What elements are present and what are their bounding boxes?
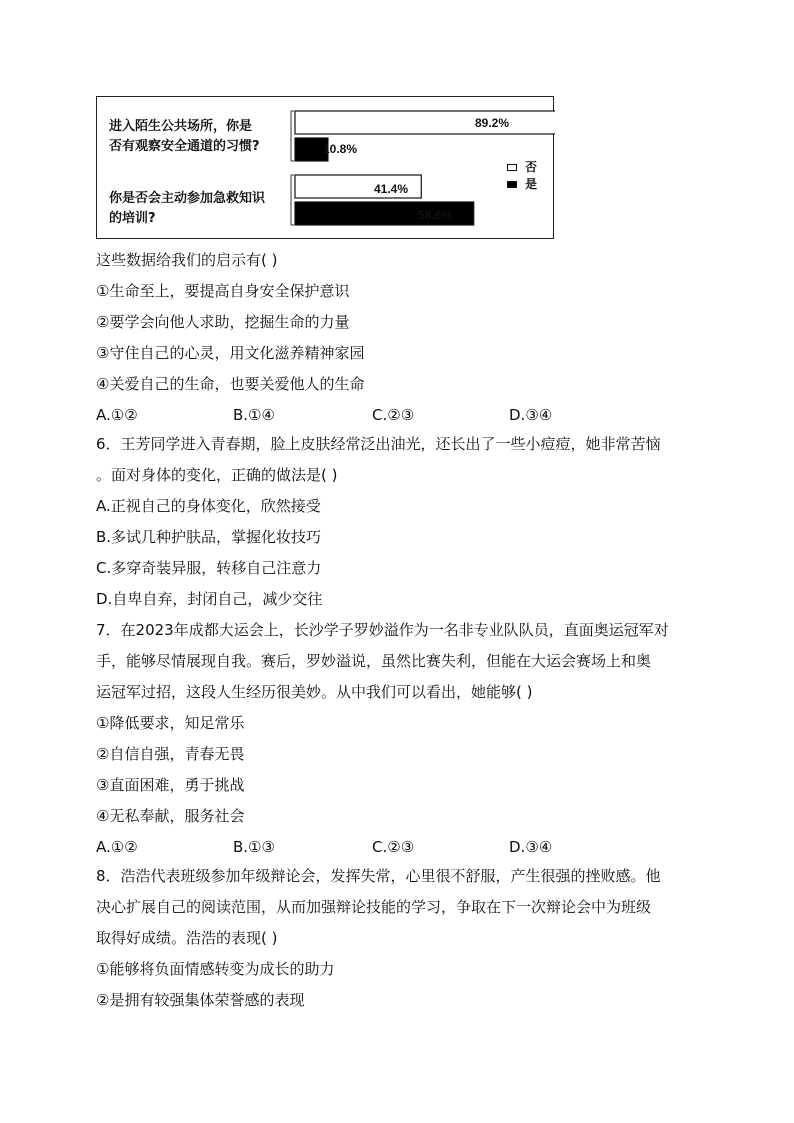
category-label-1-line1: 你是否会主动参加急救知识 <box>109 191 266 206</box>
q5-option-a[interactable]: A.①② <box>96 406 138 424</box>
q7-option-c[interactable]: C.②③ <box>372 838 415 856</box>
survey-chart <box>96 96 554 239</box>
value-label-0-1: 10.8% <box>323 142 358 156</box>
legend-swatch-yes <box>507 181 517 188</box>
category-label-0-line1: 进入陌生公共场所，你是 <box>109 119 253 134</box>
q8-item-2: ②是拥有较强集体荣誉感的表现 <box>96 991 305 1009</box>
q7-option-b[interactable]: B.①③ <box>233 838 275 856</box>
q8-item-1: ①能够将负面情感转变为成长的助力 <box>96 960 335 978</box>
bar-no-0 <box>295 111 555 134</box>
q7-stem-line-3: 运冠军过招，这段人生经历很美妙。从中我们可以看出，她能够( ) <box>96 683 533 701</box>
q5-option-b[interactable]: B.①④ <box>233 406 275 424</box>
legend-swatch-no <box>507 164 517 171</box>
q6-option-c[interactable]: C.多穿奇装异服，转移自己注意力 <box>96 559 322 577</box>
q6-option-b[interactable]: B.多试几种护肤品，掌握化妆技巧 <box>96 528 322 546</box>
q7-item-3: ③直面困难，勇于挑战 <box>96 776 245 794</box>
legend-item-no <box>507 160 537 174</box>
q5-prompt: 这些数据给我们的启示有( ) <box>96 251 278 269</box>
q8-stem-line-2: 决心扩展自己的阅读范围，从而加强辩论技能的学习，争取在下一次辩论会中为班级 <box>96 898 652 916</box>
q7-item-4: ④无私奉献，服务社会 <box>96 807 245 825</box>
q5-item-1: ①生命至上，要提高自身安全保护意识 <box>96 282 350 300</box>
q7-option-d[interactable]: D.③④ <box>509 838 553 856</box>
q5-item-4: ④关爱自己的生命，也要关爱他人的生命 <box>96 375 365 393</box>
q7-item-2: ②自信自强，青春无畏 <box>96 745 245 763</box>
category-label-1-line2: 的培训? <box>109 211 156 226</box>
q7-stem-line-2: 手，能够尽情展现自我。赛后，罗妙溢说，虽然比赛失利，但能在大运会赛场上和奥 <box>96 652 652 670</box>
value-label-1-0: 41.4% <box>374 182 409 196</box>
legend-item-yes <box>507 177 537 191</box>
category-label-1 <box>109 189 299 229</box>
q5-item-3: ③守住自己的心灵，用文化滋养精神家园 <box>96 344 365 362</box>
value-label-0-0: 89.2% <box>475 116 510 130</box>
q6-option-d[interactable]: D.自卑自弃，封闭自己，减少交往 <box>96 590 323 608</box>
category-label-0 <box>109 117 299 157</box>
legend-label-no: 否 <box>525 160 538 174</box>
q7-option-a[interactable]: A.①② <box>96 838 138 856</box>
q5-item-2: ②要学会向他人求助，挖掘生命的力量 <box>96 313 350 331</box>
legend-label-yes: 是 <box>525 177 538 191</box>
q6-stem-line-1: 6．王芳同学进入青春期，脸上皮肤经常泛出油光，还长出了一些小痘痘，她非常苦恼 <box>96 435 661 453</box>
q6-stem-line-2: 。面对身体的变化，正确的做法是( ) <box>96 466 338 484</box>
q5-option-c[interactable]: C.②③ <box>372 406 415 424</box>
q7-item-1: ①降低要求，知足常乐 <box>96 714 245 732</box>
category-label-0-line2: 否有观察安全通道的习惯? <box>109 139 260 154</box>
q8-stem-line-3: 取得好成绩。浩浩的表现( ) <box>96 929 278 947</box>
q6-option-a[interactable]: A.正视自己的身体变化，欣然接受 <box>96 497 321 515</box>
q7-stem-line-1: 7．在2023年成都大运会上，长沙学子罗妙溢作为一名非专业队队员，直面奥运冠军对 <box>96 621 669 639</box>
value-label-1-1: 58.6% <box>418 208 453 222</box>
q8-stem-line-1: 8．浩浩代表班级参加年级辩论会，发挥失常，心里很不舒服，产生很强的挫败感。他 <box>96 867 661 885</box>
q5-option-d[interactable]: D.③④ <box>509 406 553 424</box>
